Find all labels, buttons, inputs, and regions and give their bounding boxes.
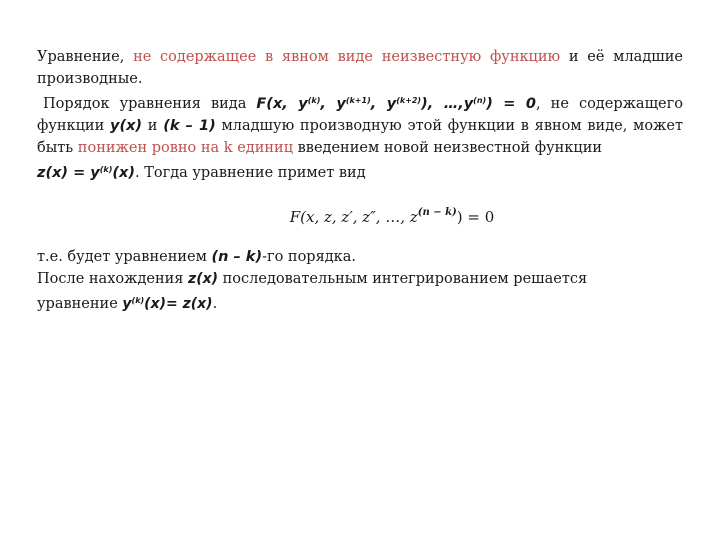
text: , не содержащего функции xyxy=(37,96,683,134)
paragraph-integration xyxy=(37,268,683,290)
text: . Тогда уравнение примет вид xyxy=(135,165,366,181)
order-expression: (n – k) xyxy=(211,249,263,265)
text: и её младшие производные. xyxy=(37,49,683,87)
paragraph-final-equation xyxy=(37,290,683,315)
function-y: y(x) xyxy=(110,118,143,134)
text: т.е. будет уравнением xyxy=(37,249,212,265)
text: последовательным интегрированием решается xyxy=(218,271,588,287)
text: введением новой неизвестной функции xyxy=(293,140,603,156)
text: Уравнение, xyxy=(37,49,134,65)
equation-inline: F(x, $y^{(k)}$, $y^{(k+1)}$, $y^{(k+2)}$), $\dots,y^{(n)}) = 0$ xyxy=(256,96,537,112)
k-minus-one: (k – 1) xyxy=(163,118,216,134)
formula-end: ) = 0 xyxy=(456,208,495,226)
highlight-text: не содержащее в явном виде неизвестную функцию xyxy=(133,49,561,65)
highlight-text: понижен ровно на k единиц xyxy=(77,140,294,156)
text: младшую производную этой функции в явном виде, может быть xyxy=(37,118,683,156)
substitution-formula: $z(x) = y^{(k)}(x)$ xyxy=(37,165,135,181)
text: уравнение xyxy=(37,296,123,312)
text: -го порядка. xyxy=(262,249,356,265)
text: и xyxy=(142,118,164,134)
text: После нахождения xyxy=(37,271,189,287)
paragraph-definition xyxy=(37,46,683,90)
paragraph-result xyxy=(37,246,683,268)
paragraph-substitution xyxy=(37,159,683,184)
formula-main: F(x, z, z′, z″, …, z xyxy=(289,208,418,226)
slide-content xyxy=(37,46,683,315)
display-formula xyxy=(37,188,683,232)
paragraph-order xyxy=(37,90,683,159)
formula-superscript: (n − k) xyxy=(417,207,457,218)
function-z: z(x) xyxy=(188,271,219,287)
text: . xyxy=(212,296,218,312)
final-equation: $y^{(k)}(x)= z(x)$ xyxy=(122,296,213,312)
text: Порядок уравнения вида xyxy=(43,96,257,112)
